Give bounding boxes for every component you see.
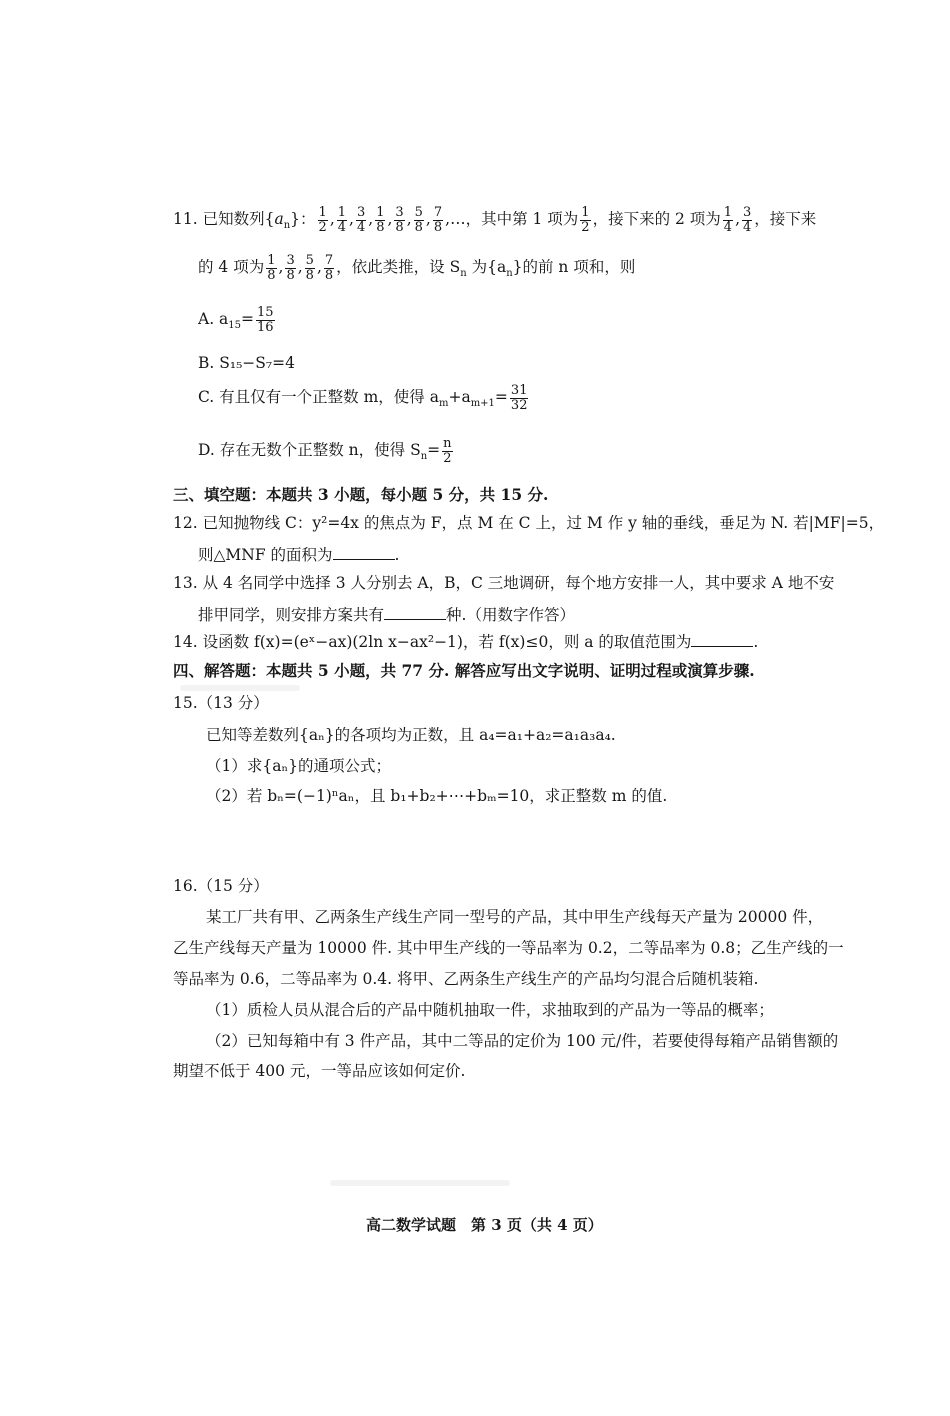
frac-1-4: $\frac{1}{4}$ (723, 205, 733, 235)
q15-part1: （1）求{aₙ}的通项公式； (206, 757, 392, 775)
q11-line2: 的 4 项为 $\frac{1}{8}$ , $\frac{3}{8}$ , $\frac{5}{8}$ , $\frac{7}{8}$ ，依此类推，设 $S_n$ 为$\{a_n\}$的前 n 项和，则 (198, 253, 636, 283)
sequence-term-fraction: $\frac{3}{4}$ (356, 205, 366, 235)
q11-line2-start: 的 4 项为 (198, 258, 265, 277)
q11-sequence-fractions: $\frac{1}{2}$ , $\frac{1}{4}$ , $\frac{3}{4}$ , $\frac{1}{8}$ , $\frac{3}{8}$ , $\frac{5}{8}$ , $\frac{7}{8}$ , (318, 205, 451, 235)
q11-stem-next: ，接下来的 2 项为 (592, 210, 721, 229)
sequence-term-fraction: $\frac{1}{8}$ (376, 205, 385, 235)
page-footer: 高二数学试题 第 3 页（共 4 页） (366, 1216, 603, 1234)
q12-line2: 则△MNF 的面积为 . (198, 546, 400, 564)
q15-part2: （2）若 bₙ=(−1)ⁿaₙ，且 b₁+b₂+⋯+bₘ=10，求正整数 m 的值. (206, 787, 668, 805)
answer-blank (384, 605, 446, 620)
q11-option-d: D. 存在无数个正整数 n，使得 $S_n=$ $\frac{n}{2}$ (198, 436, 452, 466)
q11-option-b: B. S₁₅−S₇=4 (198, 354, 295, 372)
q12-line1: 12. 已知抛物线 C：y²=4x 的焦点为 F，点 M 在 C 上，过 M 作 y 轴的垂线，垂足为 N. 若|MF|=5， (173, 514, 885, 532)
frac-1-8: $\frac{1}{8}$ (267, 253, 276, 283)
answer-blank (333, 545, 395, 560)
section-4-heading: 四、解答题：本题共 5 小题，共 77 分. 解答应写出文字说明、证明过程或演算步骤. (173, 661, 755, 680)
sequence-term-fraction: $\frac{1}{2}$ (318, 205, 327, 235)
q13-line1: 13. 从 4 名同学中选择 3 人分别去 A，B，C 三地调研，每个地方安排一人，其中要求 A 地不安 (173, 574, 835, 592)
frac-31-32: $\frac{31}{32}$ (510, 383, 528, 413)
q15-heading: 15.（13 分） (173, 694, 269, 712)
q16-part2: （2）已知每箱中有 3 件产品，其中二等品的定价为 100 元/件，若要使得每箱产品销售额的 (206, 1032, 839, 1050)
q14: 14. 设函数 f(x)=(eˣ−ax)(2ln x−ax²−1)，若 f(x)≤0，则 a 的取值范围为 . (173, 633, 759, 651)
section-3-heading: 三、填空题：本题共 3 小题，每小题 5 分，共 15 分. (173, 485, 549, 504)
q11-option-c: C. 有且仅有一个正整数 m，使得 $a_m+a_{m+1}=$ $\frac{31}{32}$ (198, 383, 528, 413)
q16-line1: 某工厂共有甲、乙两条生产线生产同一型号的产品，其中甲生产线每天产量为 20000 件， (206, 908, 824, 926)
q16-heading: 16.（15 分） (173, 877, 269, 895)
frac-7-8: $\frac{7}{8}$ (324, 253, 334, 283)
q11-line2-mid: ，依此类推，设 S (336, 258, 461, 277)
frac-3-8: $\frac{3}{8}$ (286, 253, 295, 283)
q11-line1: 11. 已知数列$\{a_n\}$： $\frac{1}{2}$ , $\frac{1}{4}$ , $\frac{3}{4}$ , $\frac{1}{8}$ , $\frac{3}{8}$ , $\frac{5}{8}$ , $\frac{7}{8}$ ,…，其中第 1 项为 $\frac{1}{2}$ ，接下来的 2 项为 $\frac{1}{4}$ , $\frac{3}{4}$ ，接下来 (173, 205, 817, 235)
frac-n-2: $\frac{n}{2}$ (443, 436, 452, 466)
q15-line1: 已知等差数列{aₙ}的各项均为正数，且 a₄=a₁+a₂=a₁a₃a₄. (206, 726, 616, 744)
q11-stem-end: ，接下来 (754, 210, 817, 229)
sequence-term-fraction: $\frac{7}{8}$ (433, 205, 443, 235)
q11-option-a: A. $a_{15}=$ $\frac{15}{16}$ (198, 305, 274, 335)
frac-1-2: $\frac{1}{2}$ (581, 205, 590, 235)
q11-stem-start: 11. 已知数列{ (173, 210, 275, 229)
frac-15-16: $\frac{15}{16}$ (257, 305, 274, 335)
sequence-term-fraction: $\frac{5}{8}$ (414, 205, 423, 235)
answer-blank (691, 632, 753, 647)
q16-line2: 乙生产线每天产量为 10000 件. 其中甲生产线的一等品率为 0.2，二等品率为 0.8；乙生产线的一 (173, 939, 844, 957)
scan-smudge (330, 1180, 510, 1186)
q11-stem-colon: }： (290, 210, 316, 229)
q13-line2: 排甲同学，则安排方案共有 种.（用数字作答） (198, 606, 575, 624)
q16-line3: 等品率为 0.6，二等品率为 0.4. 将甲、乙两条生产线生产的产品均匀混合后随机装箱. (173, 970, 759, 988)
sequence-term-fraction: $\frac{3}{8}$ (395, 205, 404, 235)
frac-3-4: $\frac{3}{4}$ (743, 205, 752, 235)
frac-5-8: $\frac{5}{8}$ (305, 253, 314, 283)
q11-line2-for: 为{a (466, 258, 507, 277)
q16-line6: 期望不低于 400 元，一等品应该如何定价. (173, 1062, 466, 1080)
q16-part1: （1）质检人员从混合后的产品中随机抽取一件，求抽取到的产品为一等品的概率； (206, 1001, 774, 1019)
sequence-term-fraction: $\frac{1}{4}$ (337, 205, 347, 235)
q11-line2-end: }的前 n 项和，则 (512, 258, 636, 277)
scan-smudge (180, 685, 300, 691)
q11-stem-mid: …，其中第 1 项为 (450, 210, 579, 229)
